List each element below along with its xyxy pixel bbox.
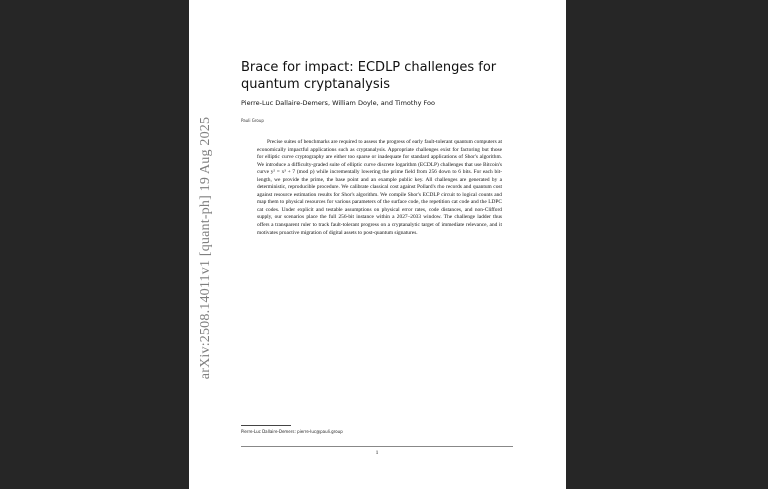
arxiv-identifier-stamp: arXiv:2508.14011v1 [quant-ph] 19 Aug 2025 (198, 116, 213, 380)
paper-authors: Pierre-Luc Dallaire-Demers, William Doyle, and Timothy Foo (241, 99, 435, 107)
footer-divider (241, 446, 513, 447)
paper-affiliation: Pauli Group (241, 118, 264, 123)
paper-title: Brace for impact: ECDLP challenges for quantum cryptanalysis (241, 60, 497, 92)
paper-abstract: Precise suites of benchmarks are required to assess the progress of early fault-tolerant quantum computers at economically impactful applications such as cryptanalysis. Appropriate challenges exist for factoring but those for elliptic curve cryptography are either too sparse or inadequate for standard applications of Shor's algorithm. We introduce a difficulty-graded suite of elliptic curve discrete logarithm (ECDLP) challenges that use Bitcoin's curve y² = x³ + 7 (mod p) while incrementally lowering the prime field from 256 down to 6 bits. For each bit-length, we provide the prime, the base point and an example public key. All challenges are generated by a deterministic, reproducible procedure. We calibrate classical cost against Pollard's rho records and quantum cost against resource estimation results for Shor's algorithm. We compile Shor's ECDLP circuit to logical counts and map them to physical resources for various parameters of the surface code, the repetition cat code and the LDPC cat codes. Under explicit and testable assumptions on physical error rates, code distances, and non-Clifford supply, our scenarios place the full 256-bit instance within a 2027–2033 window. The challenge ladder thus offers a transparent ruler to track fault-tolerant progress on a cryptanalytic target of immediate relevance, and it motivates proactive migration of digital assets to post-quantum signatures. (257, 139, 502, 236)
page-number: 1 (375, 450, 379, 456)
author-contact-footnote: Pierre-Luc Dallaire-Demers: pierre-luc@pauli.group (241, 429, 343, 434)
pdf-page[interactable] (189, 0, 566, 489)
footnote-divider (241, 425, 291, 426)
